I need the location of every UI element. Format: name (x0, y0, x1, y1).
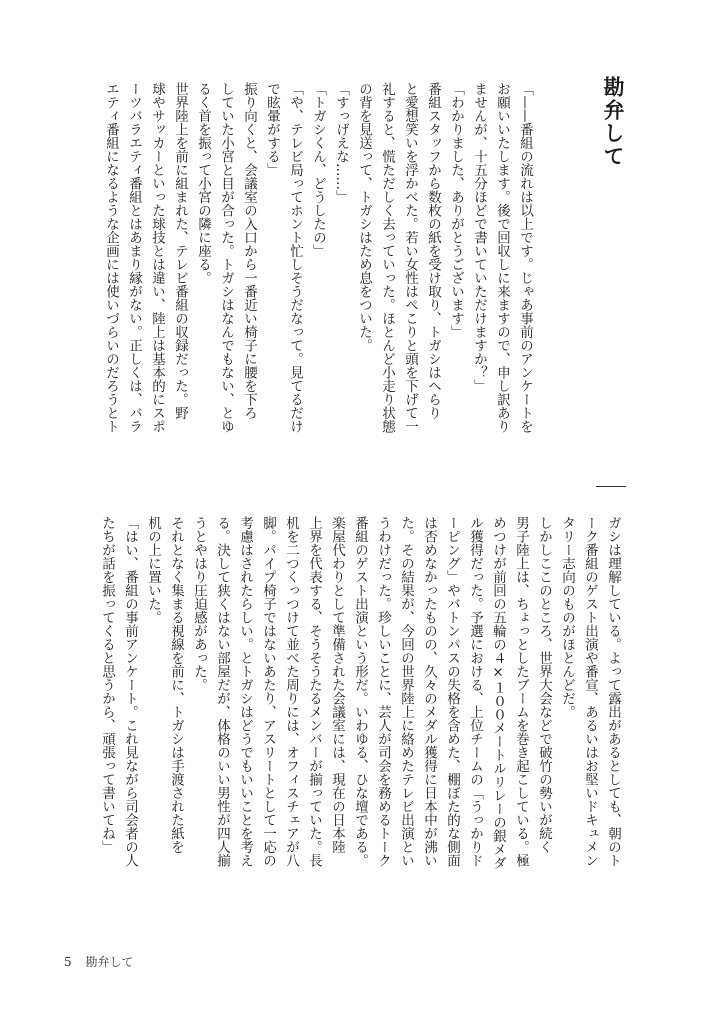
text-line: 「すっげえな……」 (333, 82, 349, 204)
text-line: タリー志向のものがほとんどだ。 (559, 516, 575, 719)
text-line: ル獲得だった。予選における、上位チームの「うっかりド (467, 516, 483, 867)
text-line: 机の上に置いた。 (145, 516, 161, 624)
text-line: は否めなかったものの、久々のメダル獲得に日本中が沸い (421, 516, 437, 867)
text-line: エティ番組になるような企画には使いづらいのだろうとト (103, 82, 119, 433)
text-line: の背を見送って、トガシはため息をついた。 (356, 82, 372, 352)
text-line: 球やサッカーといった球技とは違い、陸上は基本的にスポ (149, 82, 165, 433)
text-line: るく首を振って小宮の隣に座る。 (195, 82, 211, 285)
text-line: ーツバラエティ番組とはあまり縁がない。正しくは、バラ (126, 82, 142, 433)
text-line: た。その結果が、今回の世界陸上に絡めたテレビ出演とい (398, 516, 414, 867)
text-line: 「わかりました、ありがとうございます」 (448, 82, 464, 339)
text-block-upper (66, 82, 536, 482)
text-line: 番組スタッフから数枚の紙を受け取り、トガシはへらり (425, 82, 441, 420)
text-line: 「トガシくん、どうしたの」 (310, 82, 326, 258)
text-line: それとなく集まる視線を前に、トガシは手渡された紙を (168, 516, 184, 854)
text-line: ーク番組のゲスト出演や番宣、あるいはお堅いドキュメン (582, 516, 598, 867)
text-line: うとやはり圧迫感があった。 (191, 516, 207, 692)
text-line: 机を二つくっつけて並べた周りには、オフィスチェアが八 (283, 516, 299, 867)
text-line: で眩暈がする」 (264, 82, 280, 177)
text-line: る。決して狭くはない部屋だが、体格のいい男性が四人揃 (214, 516, 230, 867)
text-line: 脚。パイプ椅子ではないあたり、アスリートとして一応の (260, 516, 276, 867)
text-line: 「——番組の流れは以上です。じゃあ事前のアンケートを (517, 82, 533, 433)
text-line: と愛想笑いを浮かべた。若い女性はぺこりと頭を下げて一 (402, 82, 418, 433)
title-divider (596, 486, 626, 487)
page-number: 5 (64, 955, 72, 969)
text-line: していた小宮と目が合った。トガシはなんでもない、とゆ (218, 82, 234, 433)
text-line: 考慮はされたらしい。とトガシはどうでもいいことを考え (237, 516, 253, 867)
text-line: 「や、テレビ局ってホント忙しそうだなって。見てるだけ (287, 82, 303, 433)
text-line: 振り向くと、会議室の入口から一番近い椅子に腰を下ろ (241, 82, 257, 420)
running-title: 勘弁して (85, 955, 134, 969)
text-line: 男子陸上は、ちょっとしたブームを巻き起こしている。極 (513, 516, 529, 867)
text-line: しかしここのところ、世界大会などで破竹の勢いが続く (536, 516, 552, 854)
text-line: 礼すると、慌ただしく去っていった。ほとんど小走り状態 (379, 82, 395, 433)
text-line: 楽屋代わりとして準備された会議室には、現在の日本陸 (329, 516, 345, 854)
text-block-lower (66, 516, 624, 912)
text-line: ませんが、十五分ほどで書いていただけますか？」 (471, 82, 487, 393)
page-footer (64, 953, 133, 970)
text-line: たちが話を振ってくると思うから、頑張って書いてね」 (99, 516, 115, 854)
text-line: ガシは理解している。よって露出があるとしても、朝のト (605, 516, 621, 867)
text-line: お願いいたします。後で回収しに来ますので、申し訳あり (494, 82, 510, 433)
text-line: 「はい、番組の事前アンケート。これ見ながら司会者の人 (122, 516, 138, 867)
text-line: めつけが前回の五輪の４×１００メートルリレーの銀メダ (490, 516, 506, 870)
text-line: 世界陸上を前に組まれた、テレビ番組の収録だった。野 (172, 82, 188, 420)
text-line: 上界を代表する、そうそうたるメンバーが揃っていた。長 (306, 516, 322, 867)
chapter-title: 勘弁して (601, 76, 626, 168)
text-line: ーピング」やバトンパスの失格を含めた、棚ぼた的な側面 (444, 516, 460, 867)
text-line: うわけだった。珍しいことに、芸人が司会を務めるトーク (375, 516, 391, 867)
text-line: 番組のゲスト出演という形だ。いわゆる、ひな壇である。 (352, 516, 368, 867)
